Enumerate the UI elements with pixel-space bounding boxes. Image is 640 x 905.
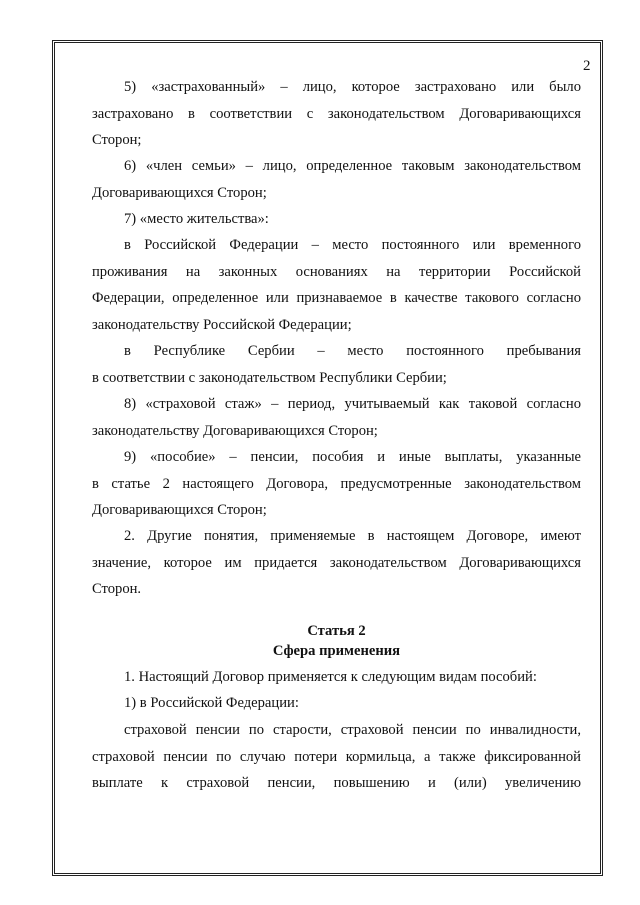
residence-serbia <box>92 338 581 391</box>
text-line: 6) «член семьи» – лицо, определенное таковым законодательством <box>124 158 581 174</box>
text-line: страховой пенсии по случаю потери кормильца, а также фиксированной <box>92 748 581 765</box>
text-line: Договаривающихся Сторон; <box>92 184 267 201</box>
definition-7 <box>92 206 581 233</box>
text-line: в Республике Сербии – место постоянного пребывания <box>124 343 581 359</box>
text-line: 1. Настоящий Договор применяется к следующим видам пособий: <box>124 669 537 685</box>
definition-6 <box>92 153 581 206</box>
text-line: Сторон; <box>92 132 142 148</box>
text-line: в Российской Федерации – место постоянного или временного <box>124 237 581 253</box>
text-line: Сторон. <box>92 581 142 597</box>
text-line: застраховано в соответствии с законодательством Договаривающихся <box>92 105 581 122</box>
text-line: 1) в Российской Федерации: <box>124 695 299 711</box>
article-heading <box>92 621 581 661</box>
text-line: законодательству Договаривающихся Сторон; <box>92 422 378 439</box>
article-number: Статья 2 <box>307 623 366 639</box>
text-line: 5) «застрахованный» – лицо, которое застраховано или было <box>124 79 581 95</box>
article-item-1 <box>92 690 581 717</box>
text-line: в статье 2 настоящего Договора, предусмотренные законодательством <box>92 475 581 492</box>
residence-russia <box>92 232 581 338</box>
text-line: 9) «пособие» – пенсии, пособия и иные выплаты, указанные <box>124 449 581 465</box>
definition-9 <box>92 444 581 524</box>
text-line: выплате к страховой пенсии, повышению и (или) увеличению <box>92 775 581 791</box>
pension-list <box>92 717 581 797</box>
text-line: законодательству Российской Федерации; <box>92 316 352 333</box>
definition-5 <box>92 74 581 154</box>
definition-8 <box>92 391 581 444</box>
text-line: 8) «страховой стаж» – период, учитываемый как таковой согласно <box>124 396 581 412</box>
text-line: страховой пенсии по старости, страховой пенсии по инвалидности, <box>124 722 581 738</box>
text-line: проживания на законных основаниях на территории Российской <box>92 263 581 280</box>
clause-2 <box>92 523 581 603</box>
text-line: Федерации, определенное или признаваемое в качестве такового согласно <box>92 290 581 306</box>
page-number: 2 <box>583 58 591 74</box>
text-line: в соответствии с законодательством Республики Сербии; <box>92 369 447 386</box>
text-line: 7) «место жительства»: <box>124 211 269 227</box>
article-clause-1 <box>92 664 581 691</box>
article-title: Сфера применения <box>272 643 401 659</box>
text-line: 2. Другие понятия, применяемые в настоящем Договоре, имеют <box>124 528 581 544</box>
text-line: значение, которое им придается законодательством Договаривающихся <box>92 554 581 571</box>
text-line: Договаривающихся Сторон; <box>92 502 267 518</box>
